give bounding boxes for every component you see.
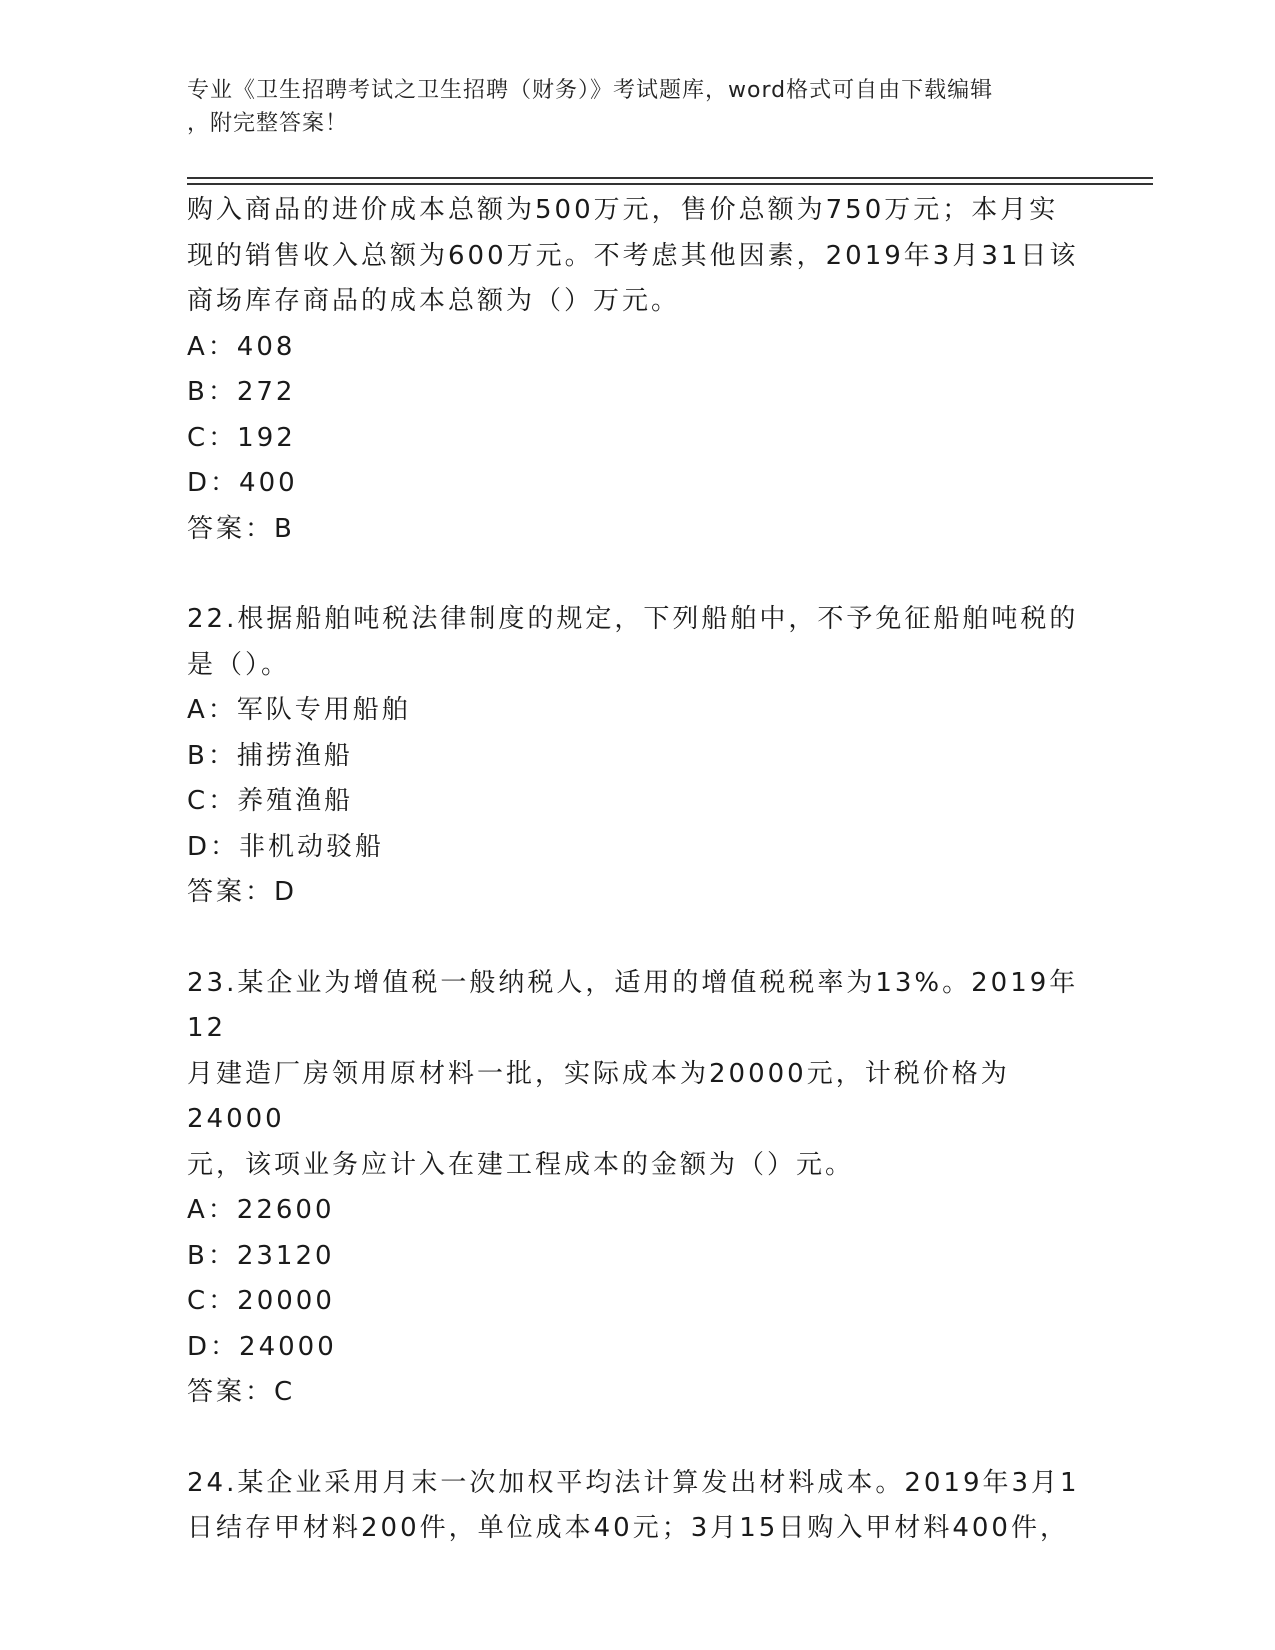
option-b: B：272 xyxy=(187,377,296,407)
answer: 答案：B xyxy=(187,513,295,544)
header-line-1: 专业《卫生招聘考试之卫生招聘（财务）》考试题库，word格式可自由下载编辑 xyxy=(187,78,994,103)
header-rule-bottom xyxy=(187,183,1153,185)
option-d: D：非机动驳船 xyxy=(187,831,385,862)
option-c: C：20000 xyxy=(187,1286,335,1316)
option-b: B：23120 xyxy=(187,1240,335,1271)
option-a: A：408 xyxy=(187,331,296,362)
answer: 答案：C xyxy=(187,1377,296,1407)
spacer xyxy=(187,1416,1087,1461)
question-text-line: 元，该项业务应计入在建工程成本的金额为（）元。 xyxy=(187,1149,855,1180)
question-24 xyxy=(187,1461,1087,1552)
document-header xyxy=(187,74,1087,140)
option-b: B：捕捞渔船 xyxy=(187,740,353,771)
question-text-line: 日结存甲材料200件，单位成本40元；3月15日购入甲材料400件， xyxy=(187,1513,1069,1543)
option-c: C：192 xyxy=(187,422,296,453)
question-text-line: 22.根据船舶吨税法律制度的规定，下列船舶中，不予免征船舶吨税的 xyxy=(187,604,1079,634)
question-21 xyxy=(187,188,1087,552)
question-text-line: 现的销售收入总额为600万元。不考虑其他因素，2019年3月31日该 xyxy=(187,240,1079,271)
option-d: D：24000 xyxy=(187,1331,337,1362)
question-text-line: 购入商品的进价成本总额为500万元，售价总额为750万元；本月实 xyxy=(187,195,1059,225)
question-text-line: 商场库存商品的成本总额为（）万元。 xyxy=(187,286,681,316)
question-text-line: 是（）。 xyxy=(187,649,291,680)
question-content xyxy=(187,188,1087,1552)
spacer xyxy=(187,552,1087,597)
question-text-line: 24.某企业采用月末一次加权平均法计算发出材料成本。2019年3月1 xyxy=(187,1467,1080,1498)
question-text-line: 23.某企业为增值税一般纳税人，适用的增值税税率为13%。2019年12 xyxy=(187,967,1079,1043)
option-c: C：养殖渔船 xyxy=(187,786,354,816)
option-a: A：军队专用船舶 xyxy=(187,695,411,725)
spacer xyxy=(187,916,1087,961)
answer: 答案：D xyxy=(187,877,298,907)
question-text-line: 月建造厂房领用原材料一批，实际成本为20000元，计税价格为24000 xyxy=(187,1058,1010,1134)
question-22 xyxy=(187,597,1087,916)
question-23 xyxy=(187,961,1087,1416)
option-a: A：22600 xyxy=(187,1195,335,1225)
option-d: D：400 xyxy=(187,468,298,498)
header-line-2: ，附完整答案！ xyxy=(187,111,349,136)
header-rule-top xyxy=(187,177,1153,179)
